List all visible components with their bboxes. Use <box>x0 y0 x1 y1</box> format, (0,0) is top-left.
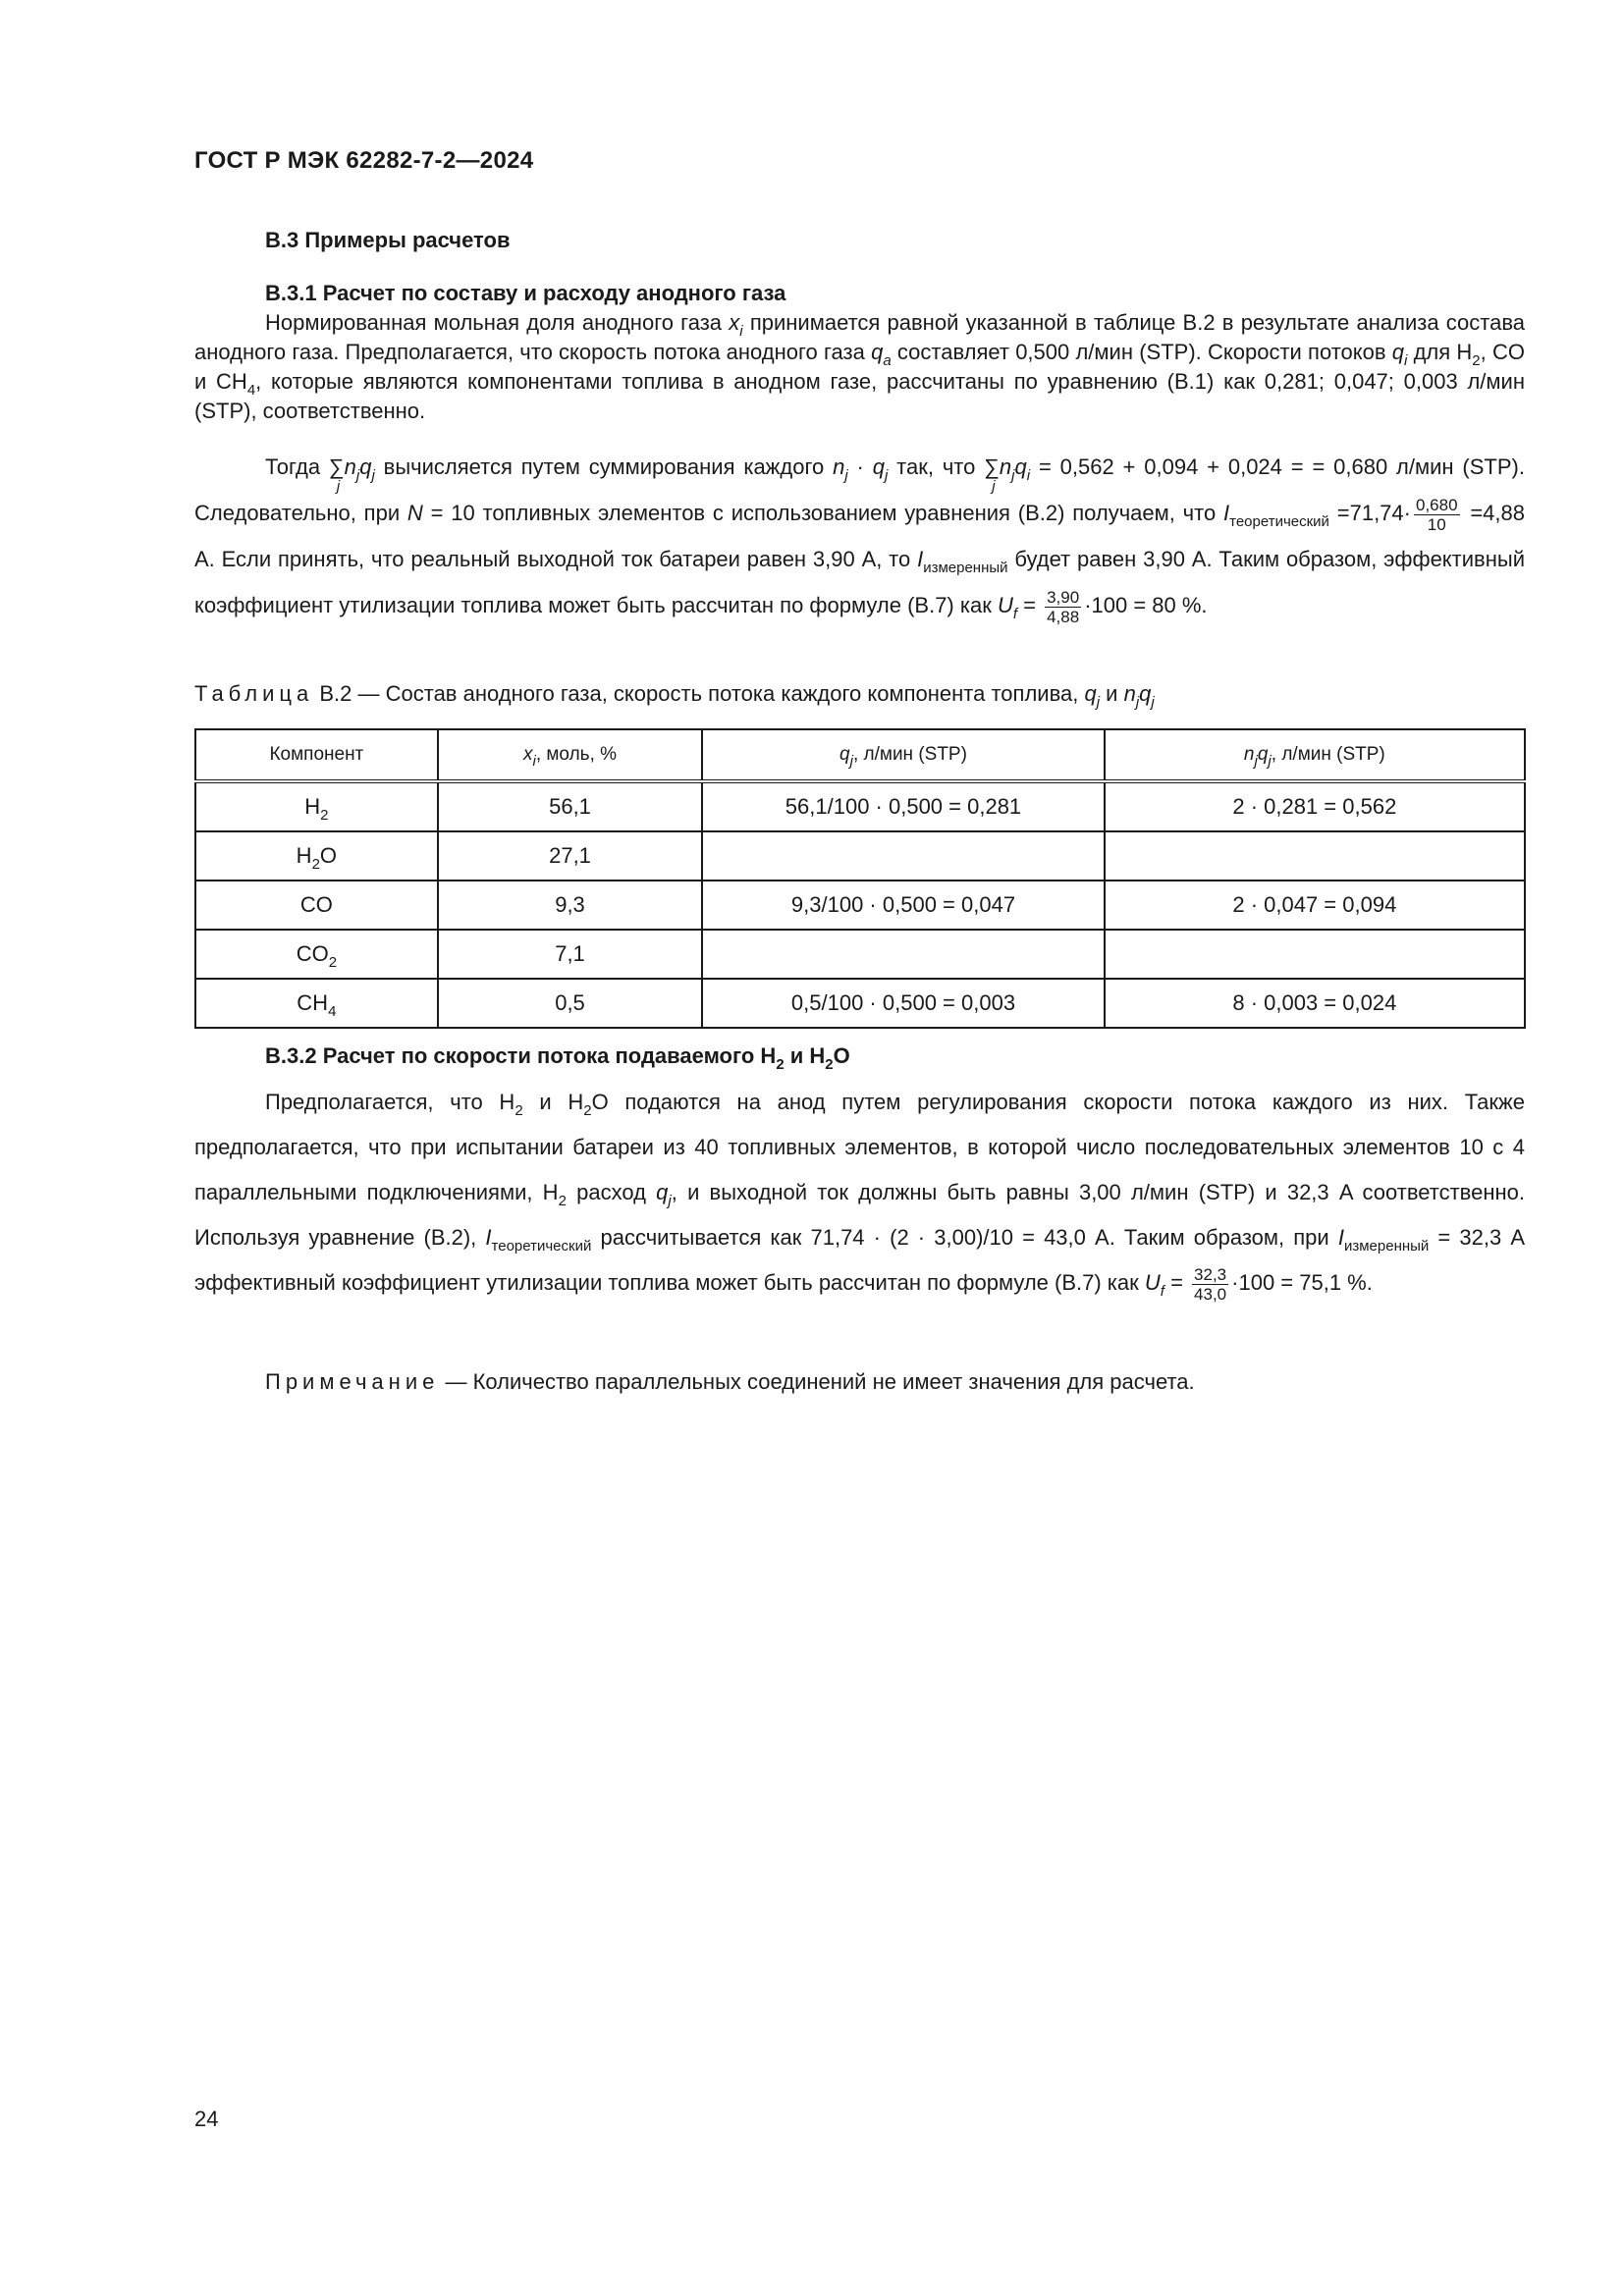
header-nq: $n_jq_j$, л/мин (STP) <box>1105 729 1525 781</box>
cell-q <box>702 831 1104 881</box>
header-x: $x_i$, моль, % <box>438 729 703 781</box>
cell-x: 27,1 <box>438 831 703 881</box>
table-row <box>195 930 1525 979</box>
cell-x: 9,3 <box>438 881 703 930</box>
header-component: Компонент <box>195 729 438 781</box>
note-text: — Количество параллельных соединений не имеет значения для расчета. <box>439 1369 1195 1394</box>
subsection-2-title: B.3.2 Расчет по скорости потока подаваемого $H_2$ и $H_2O$ <box>265 1043 850 1073</box>
sum-expression: $\sum n_jq_j$ j <box>328 454 375 495</box>
cell-nq <box>1105 930 1525 979</box>
standard-header: ГОСТ Р МЭК 62282-7-2—2024 <box>194 147 534 174</box>
sum-expression: $\sum n_jq_i$ j <box>984 454 1031 495</box>
cell-component: $H_2$ <box>195 781 438 831</box>
table-row <box>195 881 1525 930</box>
cell-nq: 8 · 0,003 = 0,024 <box>1105 979 1525 1028</box>
subsection-1-title: B.3.1 Расчет по составу и расходу анодного газа <box>265 281 786 305</box>
cell-component: $CH_4$ <box>195 979 438 1028</box>
paragraph-anode-gas: Нормированная мольная доля анодного газа $x_i$ принимается равной указанной в таблице B.2 в результате анализа состава анодного газа. Предполагается, что скорость потока анодного газа $q_a$ составляет 0,500 л/мин (STP). Скорости потоков $q_i$ для $H_2$, CO и $CH_4$, которые являются компонентами топлива в анодном газе, рассчитаны по уравнению (B.1) как 0,281; 0,047; 0,003 л/мин (STP), соответственно. <box>194 310 1525 423</box>
cell-q: 56,1/100 · 0,500 = 0,281 <box>702 781 1104 831</box>
section-title: B.3 Примеры расчетов <box>265 228 511 252</box>
table-row <box>195 781 1525 831</box>
cell-nq <box>1105 831 1525 881</box>
table-row <box>195 979 1525 1028</box>
cell-nq: 2 · 0,281 = 0,562 <box>1105 781 1525 831</box>
cell-component: $H_2O$ <box>195 831 438 881</box>
page-number: 24 <box>194 2107 219 2131</box>
fraction: $\frac{32,3}{43,0}$ <box>1194 1264 1227 1304</box>
anode-gas-table <box>194 728 1526 1029</box>
table-header-row <box>195 729 1525 781</box>
table-row <box>195 831 1525 881</box>
header-q: $q_j$, л/мин (STP) <box>702 729 1104 781</box>
paragraph-feed-flow: Предполагается, что $H_2$ и $H_2O$ подаются на анод путем регулирования скорости потока каждого из них. Также предполагается, что при испытании батареи из 40 топливных элементов, в которой число последовательных элементов 10 с 4 параллельными подключениями, $H_2$ расход $q_j$, и выходной ток должны быть равны 3,00 л/мин (STP) и 32,3 A соответственно. Используя уравнение (B.2), $I_{теоретический}$ рассчитывается как 71,74 · (2 · 3,00)/10 = 43,0 A. Таким образом, при $I_{измеренный} = 32,3$ A эффективный коэффициент утилизации топлива может быть рассчитан по формуле (B.7) как $U_f$ = $\frac{32,3}{43,0}$ ·100 = 75,1 %. <box>194 1090 1526 1304</box>
cell-x: 7,1 <box>438 930 703 979</box>
cell-nq: 2 · 0,047 = 0,094 <box>1105 881 1525 930</box>
note <box>265 1369 1195 1395</box>
cell-component: CO <box>195 881 438 930</box>
cell-q: 9,3/100 · 0,500 = 0,047 <box>702 881 1104 930</box>
cell-q: 0,5/100 · 0,500 = 0,003 <box>702 979 1104 1028</box>
fraction: $\frac{0,680}{10}$ <box>1415 495 1458 534</box>
paragraph-calculation: Тогда $\sum n_jq_j$ j вычисляется путем суммирования каждого $n_j \cdot q_j$ так, что $\sum n_jq_i$ j = 0,562 + 0,094 + 0,024 = = 0,680 л/мин (STP). Следовательно, при N = 10 топливных элементов с использованием уравнения (B.2) получаем, что $I_{теоретический} =71,74\cdot$ $\frac{0,680}{10}$ =4,88 A. Если принять, что реальный выходной ток батареи равен 3,90 A, то $I_{измеренный}$ будет равен 3,90 A. Таким образом, эффективный коэффициент утилизации топлива может быть рассчитан по формуле (B.7) как $U_f$ = $\frac{3,90}{4,88}$ ·100 = 80 %. <box>194 444 1525 628</box>
fraction: $\frac{3,90}{4,88}$ <box>1047 587 1080 626</box>
note-label: Примечание <box>265 1369 440 1394</box>
cell-component: $CO_2$ <box>195 930 438 979</box>
cell-q <box>702 930 1104 979</box>
cell-x: 56,1 <box>438 781 703 831</box>
cell-x: 0,5 <box>438 979 703 1028</box>
table-caption: Таблица B.2 — Состав анодного газа, скорость потока каждого компонента топлива, $q_j$ и $n_jq_j$ <box>194 681 1155 711</box>
